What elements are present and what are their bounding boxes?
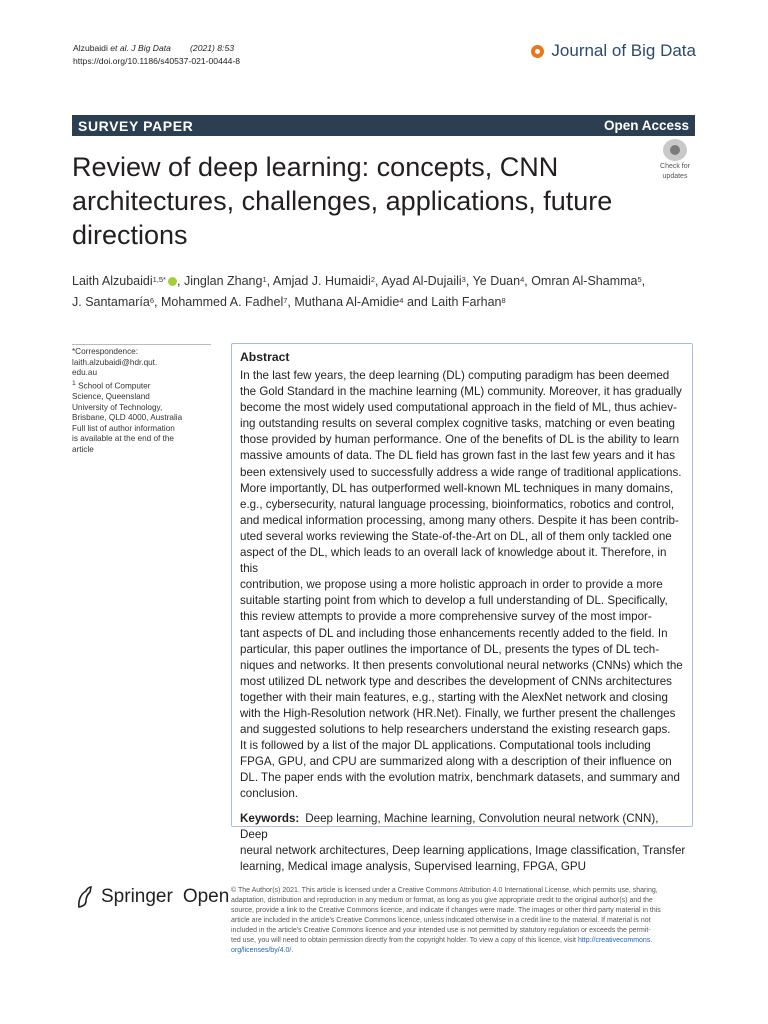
abstract-line: ing outstanding results on several complex cognitive tasks, matching or even beating [240,417,676,431]
author-name[interactable]: Ye Duan [472,274,521,288]
check-updates-line2: updates [662,173,688,180]
journal-name: Journal of Big Data [551,41,696,60]
abstract-line: together with their main features, e.g., starting with the AlexNet network and closing [240,690,668,704]
author-name[interactable]: Muthana Al-Amidie [294,295,400,309]
full-list-note: article [72,445,94,455]
license-line: adaptation, distribution and reproduction in any medium or format, as long as you give appropriate credit to the original author(s) and the [231,897,653,904]
author-affiliation: 4 [399,296,404,305]
journal-logo-icon [531,45,544,58]
abstract-line: conclusion. [240,787,299,801]
abstract-line: e.g., cybersecurity, natural language processing, bioinformatics, robotics and control, [240,497,675,511]
abstract-box [231,343,693,873]
author-name[interactable]: Omran Al-Shamma [531,274,638,288]
orcid-icon[interactable] [168,277,177,286]
license-line: source, provide a link to the Creative Commons licence, and indicate if changes were made. The images or other third party material in this [231,907,661,914]
abstract-line: More importantly, DL has outperformed well-known ML techniques in many domains, [240,481,674,495]
author-name[interactable]: Jinglan Zhang [183,274,263,288]
abstract-line: DL. The paper ends with the evolution matrix, benchmark datasets, and summary and [240,771,680,785]
keywords-line: Deep learning, Machine learning, Convolution neural network (CNN), Deep [240,811,659,841]
check-updates-icon [663,139,687,161]
citation-block [73,42,240,68]
correspondence-email-cont[interactable]: edu.au [72,368,98,378]
keywords-label: Keywords: [240,811,300,825]
paper-title: Review of deep learning: concepts, CNN architectures, challenges, applications, future directions [72,152,613,250]
authors-conjunction: and [406,295,428,309]
check-for-updates-badge[interactable] [653,139,697,179]
author-affiliation: 1,5* [152,275,166,284]
check-updates-line1: Check for [660,163,690,170]
abstract-text [240,368,686,803]
abstract-line: It is followed by a list of the major DL applications. Computational tools including [240,739,651,753]
abstract-line: become the most widely used computational approach in the field of ML, thus achiev- [240,401,677,415]
abstract-line: FPGA, GPU, and CPU are summarized along with a description of their influence on [240,755,672,769]
abstract-heading: Abstract [240,350,290,364]
author-name[interactable]: Laith Farhan [431,295,502,309]
keywords-block [240,811,686,875]
license-link[interactable]: http://creativecommons. [577,937,653,944]
author-affiliation: 3 [461,275,466,284]
abstract-line: massive amounts of data. The DL field has grown fast in the last few years and it has [240,449,675,463]
license-line: © The Author(s) 2021. This article is licensed under a Creative Commons Attribution 4.0 International License, which permits use, sharing, [231,887,658,894]
citation-journal: et al. J Big Data [110,43,171,53]
author-name[interactable]: Laith Alzubaidi [72,274,153,288]
abstract-line: the Gold Standard in the machine learning (ML) community. Moreover, it has gradually [240,385,682,399]
license-text [231,886,697,956]
open-access-label: Open Access [603,118,689,133]
author-affiliation: 1 [262,275,267,284]
doi-link[interactable]: https://doi.org/10.1186/s40537-021-00444-8 [73,56,241,66]
affiliation-text: School of Computer [78,381,151,391]
author-list: Laith Alzubaidi$^{1,5*}$ , Jinglan Zhang$^1$, Amjad J. Humaidi$^2$, Ayad Al-Dujaili$^3$, Ye Duan$^4$, Omran Al-Shamma$^5$, J. Santamaría$^6$, Mohammed A. Fadhel$^7$, Muthana Al-Amidie$^4$ and Laith Farhan$^8$ [72,274,646,309]
abstract-line: aspect of the DL, which leads to an overall lack of knowledge about it. Therefore, in this [240,546,667,576]
abstract-line: been extensively used to successfully address a wide range of traditional applications. [240,465,682,479]
author-affiliation: 2 [370,275,376,284]
affiliation-line [72,379,211,392]
abstract-line: uted several works reviewing the State-of-the-Art on DL, all of them only tackled one [240,529,672,543]
citation-authors: Alzubaidi [73,43,108,53]
license-line: ted use, you will need to obtain permission directly from the copyright holder. To view a copy of this licence, visit [231,937,576,944]
springer-horse-icon [75,885,95,909]
keywords-line: learning, Medical image analysis, Supervised learning, FPGA, GPU [240,859,587,873]
author-name[interactable]: J. Santamaría [72,295,150,309]
abstract-line: and suggested solutions to help researchers understand the existing research gaps. [240,723,671,737]
affiliation-number: 1 [72,379,76,387]
author-affiliation: 8 [501,296,506,305]
affiliation-text: Science, Queensland [72,392,150,402]
correspondence-label: *Correspondence: [72,347,138,356]
citation-year: (2021) 8:53 [190,43,235,53]
author-name[interactable]: Mohammed A. Fadhel [160,295,284,309]
author-affiliation: 7 [283,296,288,305]
abstract-line: this review attempts to provide a more comprehensive survey of the most impor- [240,610,652,624]
license-line: included in the article's Creative Commons licence and your intended use is not permitted by statutory regulation or exceeds the permit- [231,927,651,934]
correspondence-sidebar [72,344,211,456]
author-affiliation: 4 [520,275,525,284]
full-list-note: is available at the end of the [72,434,174,444]
abstract-line: tant aspects of DL and including those enhancements recently added to the field. In [240,626,668,640]
full-list-note: Full list of author information [72,423,175,433]
abstract-line: particular, this paper outlines the importance of DL, presents the types of DL tech- [240,642,660,656]
author-affiliation: 5 [637,275,642,284]
author-name[interactable]: Ayad Al-Dujaili [381,274,462,288]
citation-line [73,42,240,55]
author-name[interactable]: Amjad J. Humaidi [272,274,371,288]
publisher-name: Springer [101,886,173,907]
abstract-line: most utilized DL network type and describes the development of CNNs architectures [240,674,672,688]
abstract-line: contribution, we propose using a more holistic approach in order to provide a more [240,578,663,592]
correspondence-email[interactable]: laith.alzubaidi@hdr.qut. [72,357,158,367]
affiliation-text: Brisbane, QLD 4000, Australia [72,413,183,423]
abstract-line: with the High-Resolution network (HR.Net). Finally, we further present the challenges [240,706,676,720]
license-link-cont[interactable]: org/licenses/by/4.0/ [231,947,292,954]
keywords-line: neural network architectures, Deep learning applications, Image classification, Transfer [240,843,686,857]
license-line: article are included in the article's Creative Commons licence, unless indicated otherwise in a credit line to the material. If material is not [231,917,651,924]
license-end: . [291,947,294,954]
abstract-line: those provided by human performance. One of the benefits of DL is the ability to learn [240,433,680,447]
paper-type-banner [72,115,695,136]
abstract-line: niques and networks. It then presents convolutional neural networks (CNNs) which the [240,658,683,672]
author-affiliation: 6 [149,296,154,305]
journal-brand[interactable] [531,41,696,61]
publisher-logo[interactable] [75,885,229,909]
abstract-line: suitable starting point from which to develop a full understanding of DL. Specifically, [240,594,668,608]
abstract-line: In the last few years, the deep learning (DL) computing paradigm has been deemed [240,369,670,382]
affiliation-text: University of Technology, [72,402,163,412]
abstract-line: and medical information processing, among many others. Despite it has been contrib- [240,513,679,527]
publisher-suffix: Open [182,886,230,907]
paper-type: SURVEY PAPER [78,117,194,134]
